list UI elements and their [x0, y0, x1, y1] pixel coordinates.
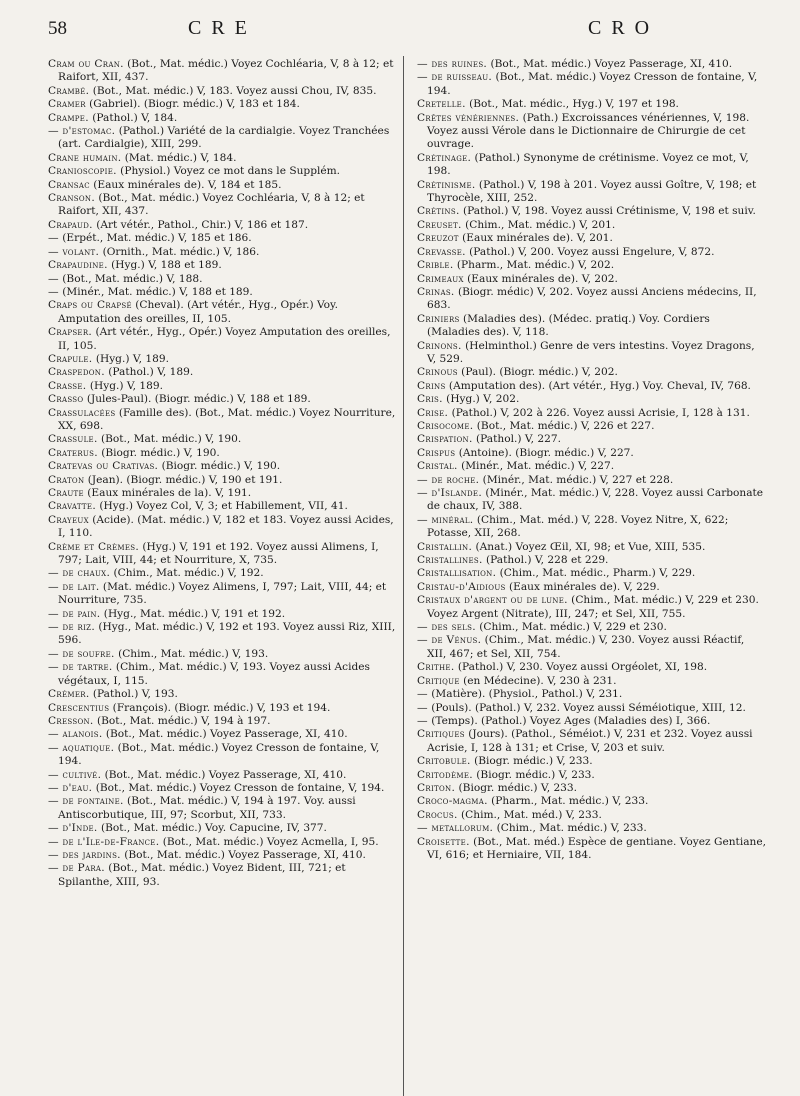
index-entry [48, 286, 397, 299]
entry-headword: — de pain. [48, 607, 101, 620]
index-entry [417, 380, 766, 393]
entry-body: (Famille des). (Bot., Mat. médic.) Voyez Nourriture, XX, 698. [58, 406, 396, 432]
entry-body: (Bot., Mat. médic.) Voyez Cochléaria, V, 8 à 12; et Raifort, XII, 437. [58, 58, 394, 84]
entry-body: (Eaux minérales de). V, 202. [463, 272, 618, 285]
index-entry [48, 849, 397, 862]
entry-body: (Hyg., Mat. médic.) V, 191 et 192. [100, 607, 286, 620]
index-entry [417, 460, 766, 473]
entry-headword: — de tartre. [48, 661, 113, 674]
entry-body: (Pouls). (Pathol.) V, 232. Voyez aussi Séméiotique, XIII, 12. [427, 701, 746, 714]
entry-body: (Art vétér., Pathol., Chir.) V, 186 et 187. [92, 218, 309, 231]
entry-body: (Bot., Mat. médic.) Voyez Cresson de fontaine, V, 194. [58, 741, 380, 768]
index-entry [417, 71, 766, 98]
entry-body: (Hyg.) V, 188 et 189. [107, 259, 222, 272]
entry-headword: Croco-magma. [417, 795, 488, 808]
entry-headword: Crithe. [417, 661, 455, 674]
entry-body: (Bot., Mat. médic.) V, 190. [97, 433, 242, 446]
entry-headword: — des sels. [417, 621, 476, 634]
entry-headword: Crayeux [48, 513, 89, 526]
entry-headword: Cristal. [417, 460, 458, 473]
header-left-guideword: CRE [188, 17, 257, 39]
entry-body: (Temps). (Pathol.) Voyez Ages (Maladies des) I, 366. [427, 714, 711, 727]
entry-headword: Crétinage. [417, 151, 472, 164]
index-entry [48, 299, 397, 326]
entry-headword: Crible. [417, 259, 454, 272]
index-entry [417, 179, 766, 206]
entry-body: (Chim., Mat. méd.) V, 233. [457, 808, 602, 821]
entry-body: (Hyg.) V, 189. [92, 352, 169, 365]
index-entry [417, 340, 766, 367]
index-entry [48, 273, 397, 286]
index-entry [48, 702, 397, 715]
entry-body: (Minér., Mat. médic.) V, 188 et 189. [58, 285, 253, 298]
entry-body: (Jules-Paul). (Biogr. médic.) V, 188 et 189. [83, 393, 311, 406]
index-entry [48, 447, 397, 460]
index-entry [417, 246, 766, 259]
index-entry [417, 98, 766, 111]
entry-body: (Antoine). (Biogr. médic.) V, 227. [455, 446, 634, 459]
entry-headword: Crapser. [48, 326, 93, 339]
entry-headword: — [48, 285, 59, 298]
entry-body: (Chim., Mat. médic., Pharm.) V, 229. [496, 567, 696, 580]
index-entry [417, 205, 766, 218]
entry-body: (Chim., Mat. médic.) V, 230. Voyez aussi Réactif, XII, 467; et Sel, XII, 754. [427, 634, 745, 660]
index-entry [48, 474, 397, 487]
index-entry [48, 514, 397, 541]
index-entry [48, 541, 397, 568]
index-entry [417, 112, 766, 152]
entry-headword: Cravatte. [48, 500, 96, 513]
header-right-guideword: CRO [588, 17, 660, 39]
entry-headword: — des jardins. [48, 848, 121, 861]
index-entry [48, 246, 397, 259]
entry-headword: Crise. [417, 406, 449, 419]
entry-headword: Crapule. [48, 352, 93, 365]
entry-body: (Chim., Mat. méd.) V, 228. Voyez Nitre, X, 622; Potasse, XII, 268. [427, 513, 729, 540]
index-entry [48, 742, 397, 769]
index-entry [417, 273, 766, 286]
entry-body: (Matière). (Physiol., Pathol.) V, 231. [427, 688, 623, 701]
index-entry [417, 769, 766, 782]
entry-body: (Hyg.) V, 191 et 192. Voyez aussi Alimens, I, 797; Lait, VIII, 44; et Nourriture, X, 735. [58, 540, 379, 567]
index-entry [417, 433, 766, 446]
index-entry [48, 179, 397, 192]
entry-body: (Chim., Mat. médic.) V, 229 et 230. [475, 621, 667, 634]
entry-body: (Bot., Mat. médic.) Voyez Cresson de fontaine, V, 194. [427, 71, 758, 97]
entry-body: (Pathol.) V, 189. [104, 366, 194, 379]
column-divider [403, 56, 404, 1096]
entry-headword: Cristallisation. [417, 567, 497, 580]
entry-headword: — d'Islande. [417, 487, 482, 499]
index-entry [417, 474, 766, 487]
index-entry [48, 581, 397, 608]
two-column-index [48, 58, 766, 889]
index-entry [417, 581, 766, 594]
entry-headword: Crescentius [48, 701, 110, 714]
index-entry [48, 219, 397, 232]
entry-headword: — de lait. [48, 580, 100, 593]
entry-body: (Pathol.) Variété de la cardialgie. Voyez Tranchées (art. Cardialgie), XIII, 299. [58, 125, 390, 151]
index-entry [48, 232, 397, 245]
index-entry [417, 286, 766, 313]
entry-headword: Critobule. [417, 755, 471, 768]
entry-headword: — [417, 714, 428, 727]
entry-headword: Crocus. [417, 808, 458, 821]
entry-body: (Minér., Mat. médic.) V, 227 et 228. [479, 473, 674, 486]
entry-headword: Cristau-d'Aidious [417, 580, 506, 593]
index-entry [48, 487, 397, 500]
entry-headword: — d'estomac. [48, 125, 116, 138]
entry-headword: Crêtes vénériennes. [417, 111, 520, 124]
index-entry [48, 259, 397, 272]
entry-headword: Crispation. [417, 433, 473, 446]
entry-body: (Pathol.) V, 184. [88, 111, 178, 124]
entry-headword: — de fontaine. [48, 795, 124, 808]
index-entry [417, 594, 766, 621]
entry-body: (Pharm., Mat. médic.) V, 233. [487, 795, 649, 808]
entry-body: (Biogr. médic.) V, 190. [158, 460, 281, 473]
index-entry [417, 407, 766, 420]
entry-body: (Pathol.) V, 198 à 201. Voyez aussi Goître, V, 198; et Thyrocèle, XIII, 252. [427, 178, 757, 205]
entry-body: (Helminthol.) Genre de vers intestins. Voyez Dragons, V, 529. [427, 339, 755, 365]
entry-headword: Crins [417, 379, 446, 392]
entry-headword: Critique [417, 674, 460, 687]
entry-headword: — de Para. [48, 862, 105, 875]
left-column [48, 58, 397, 889]
entry-body: (Bot., Mat. méd.) Espèce de gentiane. Voyez Gentiane, VI, 616; et Herniaire, VII, 184. [427, 835, 766, 861]
entry-body: (Biogr. médic.) V, 233. [455, 781, 578, 794]
running-head [48, 14, 766, 40]
entry-headword: Cramer [48, 98, 86, 111]
index-entry [417, 809, 766, 822]
entry-headword: — de l'Ile-de-France. [48, 835, 160, 848]
index-entry [48, 353, 397, 366]
entry-body: (Biogr. médic.) V, 233. [472, 768, 595, 781]
entry-headword: Crémer. [48, 688, 90, 701]
index-entry [417, 393, 766, 406]
index-entry [417, 728, 766, 755]
entry-body: (Pathol.) V, 200. Voyez aussi Engelure, V, 872. [465, 245, 715, 258]
entry-body: (Art vétér., Hyg., Opér.) Voyez Amputation des oreilles, II, 105. [58, 326, 391, 352]
right-column [417, 58, 766, 889]
entry-body: (François). (Biogr. médic.) V, 193 et 194. [109, 701, 331, 714]
index-entry [417, 259, 766, 272]
index-entry [417, 514, 766, 541]
entry-body: (Pathol.) V, 230. Voyez aussi Orgéolet, XI, 198. [454, 661, 708, 674]
entry-body: (Eaux minérales de). V, 229. [505, 580, 660, 593]
entry-body: (Biogr. médic.) V, 233. [470, 755, 593, 768]
index-entry [48, 393, 397, 406]
entry-body: (Biogr. médic.) V, 190. [97, 446, 220, 459]
entry-headword: Crisocome. [417, 419, 474, 432]
entry-body: (Bot., Mat. médic.) Voyez Acmella, I, 95. [159, 835, 379, 848]
entry-headword: — de soufre. [48, 647, 115, 660]
index-entry [417, 152, 766, 179]
entry-body: (Pathol.) Synonyme de crétinisme. Voyez ce mot, V, 198. [427, 151, 749, 178]
entry-body: (Eaux minérales de la). V, 191. [83, 487, 252, 499]
entry-body: (Erpét., Mat. médic.) V, 185 et 186. [58, 232, 252, 245]
entry-headword: Crétinisme. [417, 178, 476, 191]
entry-headword: — volant. [48, 245, 100, 258]
entry-body: (Pathol.) V, 227. [472, 433, 561, 446]
index-entry [48, 836, 397, 849]
entry-headword: Crassule. [48, 433, 98, 446]
entry-body: (Jean). (Biogr. médic.) V, 190 et 191. [84, 473, 283, 486]
entry-headword: Cransac [48, 178, 90, 191]
index-entry [48, 460, 397, 473]
entry-headword: — de ruisseau. [417, 71, 493, 84]
index-entry [417, 795, 766, 808]
index-entry [417, 661, 766, 674]
entry-headword: Crane humain. [48, 151, 122, 164]
entry-body: (Bot., Mat. médic.) Voyez Passerage, XI, 410. [102, 728, 348, 741]
entry-body: (Pathol.) V, 202 à 226. Voyez aussi Acrisie, I, 128 à 131. [448, 406, 750, 419]
entry-headword: Crinous [417, 366, 458, 379]
entry-body: (Mat. médic.) Voyez Alimens, I, 797; Lait, VIII, 44; et Nourriture, 735. [58, 580, 387, 607]
entry-body: (Hyg.) V, 202. [442, 393, 520, 406]
entry-body: (Chim., Mat. médic.) V, 201. [461, 218, 616, 231]
entry-body: (Pathol.) V, 198. Voyez aussi Crétinisme, V, 198 et suiv. [459, 205, 756, 218]
index-entry [48, 380, 397, 393]
entry-body: (Hyg.) V, 189. [86, 379, 163, 392]
entry-headword: Cristallin. [417, 540, 473, 553]
index-entry [48, 366, 397, 379]
entry-body: (Bot., Mat. médic.) V, 226 et 227. [473, 419, 655, 432]
index-entry [48, 407, 397, 434]
entry-headword: Crinons. [417, 339, 462, 352]
index-entry [48, 326, 397, 353]
entry-headword: — aquatique. [48, 741, 115, 754]
entry-headword: Crambé. [48, 84, 90, 97]
entry-headword: Creuset. [417, 218, 462, 231]
entry-body: (Bot., Mat. médic.) V, 188. [58, 272, 203, 285]
entry-headword: Crassulacées [48, 406, 116, 419]
entry-headword: Crapaud. [48, 218, 93, 231]
index-entry [48, 165, 397, 178]
index-entry [48, 782, 397, 795]
index-entry [48, 98, 397, 111]
index-entry [48, 125, 397, 152]
index-entry [417, 313, 766, 340]
entry-body: (Path.) Excroissances vénériennes, V, 198. Voyez aussi Vérole dans le Dictionnaire de Chirurgie de cet ouvrage. [427, 111, 750, 151]
entry-headword: Cris. [417, 393, 443, 406]
entry-headword: Crasso [48, 393, 84, 406]
entry-body: (Bot., Mat. médic.) Voyez Cresson de fontaine, V, 194. [92, 781, 385, 794]
index-entry [417, 634, 766, 661]
entry-body: (Paul). (Biogr. médic.) V, 202. [457, 366, 618, 379]
index-entry [417, 702, 766, 715]
index-entry [417, 232, 766, 245]
entry-headword: — alanois. [48, 728, 103, 741]
entry-body: (Chim., Mat. médic.) V, 193. Voyez aussi Acides végétaux, I, 115. [58, 661, 370, 687]
entry-body: (Physiol.) Voyez ce mot dans le Supplém. [116, 165, 341, 178]
entry-headword: — [417, 688, 428, 701]
entry-headword: Craps ou Crapsé [48, 299, 132, 312]
entry-headword: Criniers [417, 312, 460, 325]
index-entry [48, 769, 397, 782]
entry-headword: Cresson. [48, 714, 94, 727]
entry-body: (Minér., Mat. médic.) V, 227. [457, 460, 615, 473]
entry-body: (Biogr. médic) V, 202. Voyez aussi Anciens médecins, II, 683. [427, 285, 757, 312]
index-entry [48, 608, 397, 621]
entry-body: (Bot., Mat. médic.) V, 194 à 197. [93, 714, 271, 727]
entry-headword: Cram ou Cran. [48, 58, 124, 70]
index-entry [48, 715, 397, 728]
index-entry [48, 728, 397, 741]
entry-headword: — [417, 701, 428, 714]
entry-headword: — minéral. [417, 513, 474, 526]
entry-body: (Pathol.) V, 193. [89, 688, 178, 701]
entry-headword: Craute [48, 487, 84, 499]
entry-body: (Bot., Mat. médic., Hyg.) V, 197 et 198. [465, 98, 679, 111]
entry-body: (en Médecine). V, 230 à 231. [459, 674, 617, 687]
entry-body: (Chim., Mat. médic.) V, 192. [110, 567, 264, 580]
index-entry [417, 688, 766, 701]
entry-headword: Criton. [417, 781, 456, 794]
index-entry [417, 420, 766, 433]
entry-body: (Bot., Mat. médic.) Voy. Capucine, IV, 377. [97, 822, 327, 835]
entry-headword: Crème et Crèmes. [48, 540, 140, 553]
index-entry [48, 152, 397, 165]
entry-body: (Jours). (Pathol., Séméiot.) V, 231 et 232. Voyez aussi Acrisie, I, 128 à 131; et Crise, V, 203 et suiv. [427, 728, 753, 754]
entry-headword: Crétins. [417, 205, 460, 218]
entry-headword: Cratevas ou Crativas. [48, 460, 159, 473]
entry-headword: — cultivé. [48, 768, 102, 781]
entry-body: (Bot., Mat. médic.) Voyez Bident, III, 721; et Spilanthe, XIII, 93. [58, 862, 346, 888]
entry-headword: Crimeaux [417, 272, 464, 285]
entry-headword: — [48, 272, 59, 285]
index-entry [417, 755, 766, 768]
index-entry [48, 192, 397, 219]
entry-body: (Hyg.) Voyez Col, V, 3; et Habillement, VII, 41. [95, 500, 348, 513]
entry-headword: — de roche. [417, 473, 480, 486]
entry-headword: Cranioscopie. [48, 165, 117, 178]
entry-body: (Anat.) Voyez Œil, XI, 98; et Vue, XIII, 535. [472, 540, 706, 553]
entry-headword: Crispus [417, 446, 456, 459]
entry-headword: Crevasse. [417, 245, 466, 258]
index-entry [417, 822, 766, 835]
entry-headword: Crasse. [48, 379, 87, 392]
entry-body: (Chim., Mat. médic.) V, 233. [493, 822, 647, 835]
index-entry [417, 58, 766, 71]
index-entry [48, 648, 397, 661]
index-entry [48, 688, 397, 701]
index-entry [417, 487, 766, 514]
entry-body: (Hyg., Mat. médic.) V, 192 et 193. Voyez aussi Riz, XIII, 596. [58, 621, 396, 647]
entry-headword: Crampe. [48, 111, 89, 124]
index-entry [48, 58, 397, 85]
entry-headword: Croisette. [417, 835, 470, 848]
entry-body: (Gabriel). (Biogr. médic.) V, 183 et 184. [85, 98, 300, 111]
entry-headword: Critiques [417, 728, 465, 741]
index-entry [417, 782, 766, 795]
index-entry [48, 567, 397, 580]
entry-headword: — metallorum. [417, 822, 494, 835]
entry-headword: Crapaudine. [48, 259, 108, 272]
index-entry [417, 836, 766, 863]
index-entry [417, 621, 766, 634]
entry-headword: — de riz. [48, 621, 96, 634]
index-entry [417, 567, 766, 580]
entry-body: (Amputation des). (Art vétér., Hyg.) Voy. Cheval, IV, 768. [445, 379, 751, 392]
index-entry [48, 862, 397, 889]
index-entry [48, 500, 397, 513]
index-entry [48, 822, 397, 835]
entry-headword: Craton [48, 473, 85, 486]
index-entry [417, 219, 766, 232]
entry-headword: — de Vénus. [417, 634, 482, 647]
index-entry [417, 447, 766, 460]
entry-body: (Bot., Mat. médic.) Voyez Cochléaria, V, 8 à 12; et Raifort, XII, 437. [58, 192, 365, 218]
entry-headword: — des ruines. [417, 58, 488, 70]
entry-headword: Cretelle. [417, 98, 466, 111]
entry-headword: — de chaux. [48, 567, 111, 580]
index-entry [48, 795, 397, 822]
entry-body: (Mat. médic.) V, 184. [121, 151, 237, 164]
entry-body: (Acide). (Mat. médic.) V, 182 et 183. Voyez aussi Acides, I, 110. [58, 513, 394, 540]
entry-headword: Critodème. [417, 768, 473, 781]
index-entry [48, 112, 397, 125]
entry-body: (Minér., Mat. médic.) V, 228. Voyez aussi Carbonate de chaux, IV, 388. [427, 487, 764, 513]
entry-body: (Bot., Mat. médic.) V, 194 à 197. Voy. aussi Antiscorbutique, III, 97; Scorbut, XII, 733. [58, 795, 356, 821]
entry-body: (Bot., Mat. médic.) V, 183. Voyez aussi Chou, IV, 835. [89, 84, 377, 97]
entry-headword: — d'Inde. [48, 822, 98, 835]
entry-body: (Ornith., Mat. médic.) V, 186. [99, 245, 260, 258]
entry-headword: Creuzot [417, 232, 459, 245]
entry-body: (Pathol.) V, 228 et 229. [482, 554, 609, 567]
entry-headword: Cristallines. [417, 554, 483, 567]
entry-headword: Cristaux d'argent ou de lune. [417, 594, 568, 607]
index-entry [48, 85, 397, 98]
index-entry [417, 715, 766, 728]
entry-body: (Bot., Mat. médic.) Voyez Passerage, XI, 410. [101, 768, 347, 781]
entry-body: (Maladies des). (Médec. pratiq.) Voy. Cordiers (Maladies des). V, 118. [427, 312, 710, 339]
entry-body: (Chim., Mat. médic.) V, 229 et 230. Voyez Argent (Nitrate), III, 247; et Sel, XII, 755. [427, 594, 759, 620]
entry-body: (Chim., Mat. médic.) V, 193. [114, 647, 269, 660]
entry-body: (Bot., Mat. médic.) Voyez Passerage, XI, 410. [120, 848, 366, 861]
index-entry [417, 675, 766, 688]
entry-headword: Cranson. [48, 192, 95, 205]
index-entry [48, 661, 397, 688]
entry-body: (Pharm., Mat. médic.) V, 202. [453, 259, 615, 272]
index-entry [48, 621, 397, 648]
entry-headword: Craterus. [48, 446, 98, 459]
entry-body: (Cheval). (Art vétér., Hyg., Opér.) Voy. Amputation des oreilles, II, 105. [58, 299, 338, 325]
index-entry [417, 541, 766, 554]
index-entry [48, 433, 397, 446]
index-entry [417, 366, 766, 379]
index-entry [417, 554, 766, 567]
entry-body: (Eaux minérales de). V, 201. [458, 232, 613, 245]
entry-headword: Crinas. [417, 285, 455, 298]
page-number: 58 [48, 18, 67, 39]
entry-headword: — d'eau. [48, 781, 93, 794]
entry-headword: Craspedon. [48, 366, 105, 379]
entry-headword: — [48, 232, 59, 245]
entry-body: (Eaux minérales de). V, 184 et 185. [89, 178, 282, 191]
entry-body: (Bot., Mat. médic.) Voyez Passerage, XI, 410. [487, 58, 733, 70]
